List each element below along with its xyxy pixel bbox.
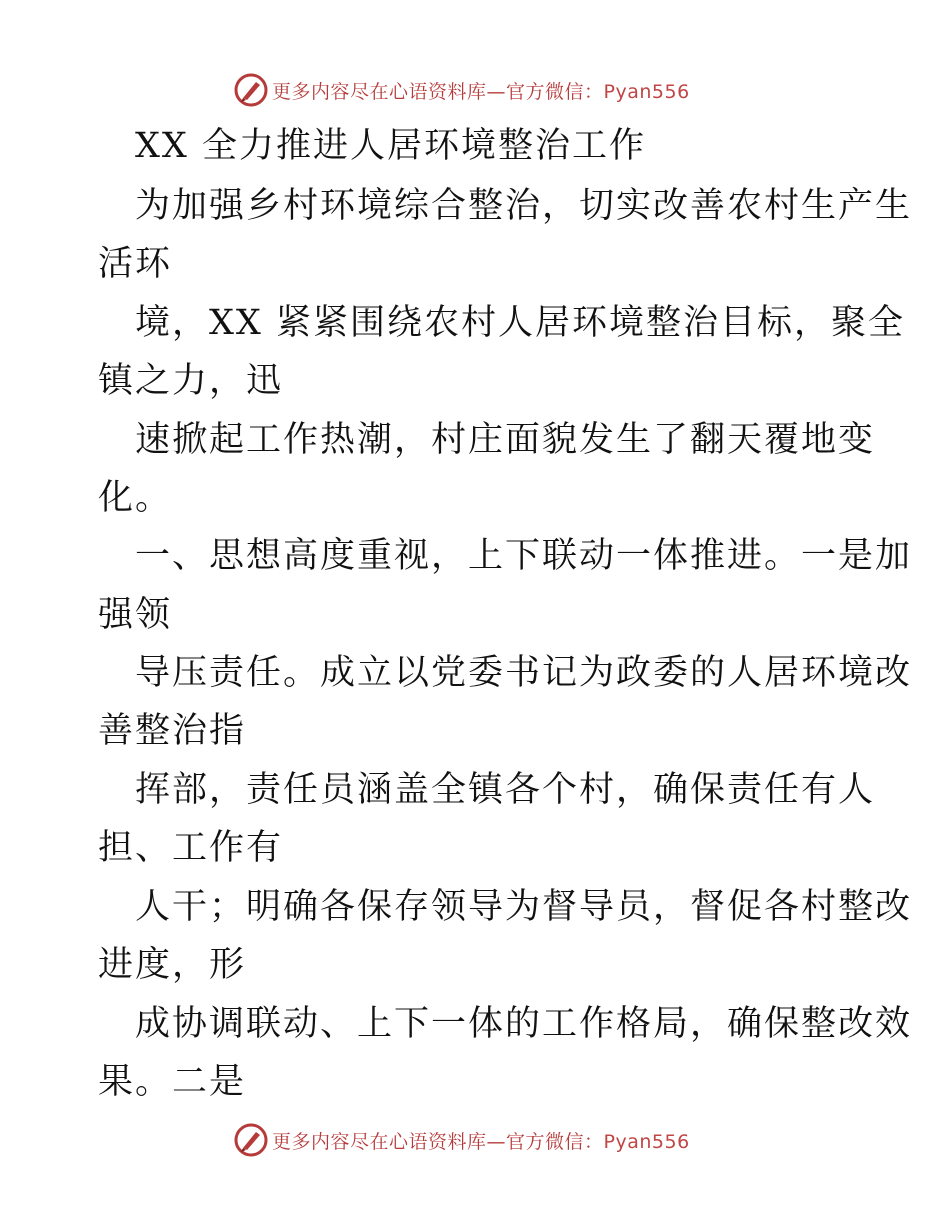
text-line: 导压责任。成立以党委书记为政委的人居环境改: [135, 653, 913, 693]
text-line: 化。: [98, 478, 173, 518]
document-title: XX 全力推进人居环境整治工作: [135, 126, 646, 166]
watermark-wechat-id: Pyan556: [603, 1130, 690, 1153]
watermark-wechat-id: Pyan556: [603, 80, 690, 103]
text-line: 担、工作有: [98, 828, 284, 868]
pen-logo-icon: [234, 1123, 268, 1157]
text-line: 善整治指: [98, 711, 247, 751]
text-line: 成协调联动、上下一体的工作格局，确保整改效: [135, 1004, 913, 1044]
text-line: 镇之力，迅: [98, 361, 284, 401]
text-line: 人干；明确各保存领导为督导员，督促各村整改: [135, 887, 913, 927]
section-heading-line: 一、思想高度重视，上下联动一体推进。一是加: [135, 536, 913, 576]
watermark-banner-top: [234, 72, 690, 108]
text-line: 速掀起工作热潮，村庄面貌发生了翻天覆地变: [135, 420, 876, 460]
pen-logo-icon: [234, 73, 268, 107]
text-line: 为加强乡村环境综合整治，切实改善农村生产生: [135, 186, 913, 226]
watermark-banner-bottom: [234, 1122, 690, 1158]
text-line: 活环: [98, 244, 173, 284]
watermark-text: 更多内容尽在心语资料库—官方微信：: [272, 1130, 604, 1153]
text-line: 果。二是: [98, 1062, 247, 1102]
watermark-text: 更多内容尽在心语资料库—官方微信：: [272, 80, 604, 103]
text-line: 强领: [98, 595, 173, 635]
text-line: 进度，形: [98, 945, 247, 985]
text-line: 挥部，责任员涵盖全镇各个村，确保责任有人: [135, 770, 876, 810]
text-line: 境，XX 紧紧围绕农村人居环境整治目标，聚全: [135, 303, 905, 343]
